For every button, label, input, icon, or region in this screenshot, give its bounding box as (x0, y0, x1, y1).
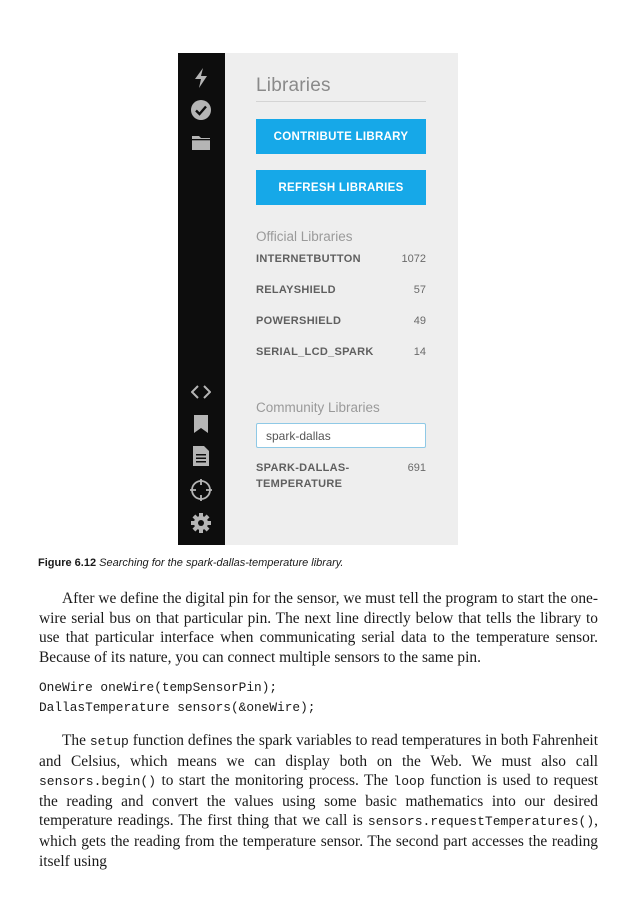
body-paragraph-2 (39, 731, 598, 871)
library-item-internetbutton[interactable] (256, 251, 426, 267)
code-listing (39, 678, 599, 718)
crosshair-icon[interactable] (190, 479, 212, 501)
inline-code: sensors.requestTemperatures() (367, 814, 595, 830)
official-libraries-heading: Official Libraries (256, 229, 353, 244)
library-name: INTERNETBUTTON (256, 253, 361, 265)
library-count: 691 (407, 462, 426, 474)
library-item-powershield[interactable] (256, 313, 426, 329)
inline-code: setup (89, 734, 129, 749)
bookmark-icon[interactable] (190, 413, 212, 435)
text-run: , which gets the reading from the temperature sensor. The second part accesses the reading itself using (39, 812, 598, 870)
library-name: SPARK-DALLAS-TEMPERATURE (256, 462, 350, 490)
library-name: POWERSHIELD (256, 315, 342, 327)
sidebar-rail (178, 53, 225, 545)
figure-screenshot (178, 53, 458, 545)
body-paragraph-1: After we define the digital pin for the sensor, we must tell the program to start the one-wire serial bus on that particular pin. The next line directly below that tells the library to use that particular interface when communicating serial data to the temperature sensor. Because of its nature, you can connect multiple sensors to the same pin. (39, 590, 598, 666)
folder-icon[interactable] (190, 131, 212, 153)
flash-icon[interactable] (190, 67, 212, 89)
library-search-input[interactable]: spark-dallas (256, 423, 426, 448)
verify-check-icon[interactable] (190, 99, 212, 121)
code-line: DallasTemperature sensors(&oneWire); (39, 700, 316, 715)
libraries-panel (225, 53, 458, 545)
code-line: OneWire oneWire(tempSensorPin); (39, 680, 278, 695)
inline-code: sensors.begin() (39, 774, 157, 790)
library-name: SERIAL_LCD_SPARK (256, 346, 374, 358)
text-run: to start the monitoring process. The (156, 772, 394, 790)
panel-title: Libraries (256, 75, 331, 96)
library-item-spark-dallas-temperature[interactable] (256, 460, 426, 492)
library-name: RELAYSHIELD (256, 284, 336, 296)
community-libraries-heading: Community Libraries (256, 400, 380, 415)
library-count: 57 (413, 284, 426, 296)
title-divider (256, 101, 426, 102)
figure-caption-text: Searching for the spark-dallas-temperature library. (99, 557, 344, 569)
figure-caption (38, 557, 598, 569)
text-run: function is used to request the reading and convert the values using some basic mathematics into our desired temperature readings. The first thing that we call is (39, 772, 599, 830)
text-run: The (62, 732, 90, 749)
text-run: function defines the spark variables to read temperatures in both Fahrenheit and Celsius, which means we can display both on the Web. We must also call (39, 732, 598, 770)
library-count: 14 (413, 346, 426, 358)
refresh-libraries-button[interactable]: REFRESH LIBRARIES (256, 170, 426, 205)
document-icon[interactable] (190, 445, 212, 467)
library-count: 49 (413, 315, 426, 327)
figure-number: Figure 6.12 (38, 557, 97, 569)
gear-icon[interactable] (190, 512, 212, 534)
library-count: 1072 (401, 253, 426, 265)
library-item-relayshield[interactable] (256, 282, 426, 298)
inline-code: loop (393, 774, 425, 790)
library-item-serial-lcd-spark[interactable] (256, 344, 426, 360)
code-icon[interactable] (190, 381, 212, 403)
contribute-library-button[interactable]: CONTRIBUTE LIBRARY (256, 119, 426, 154)
